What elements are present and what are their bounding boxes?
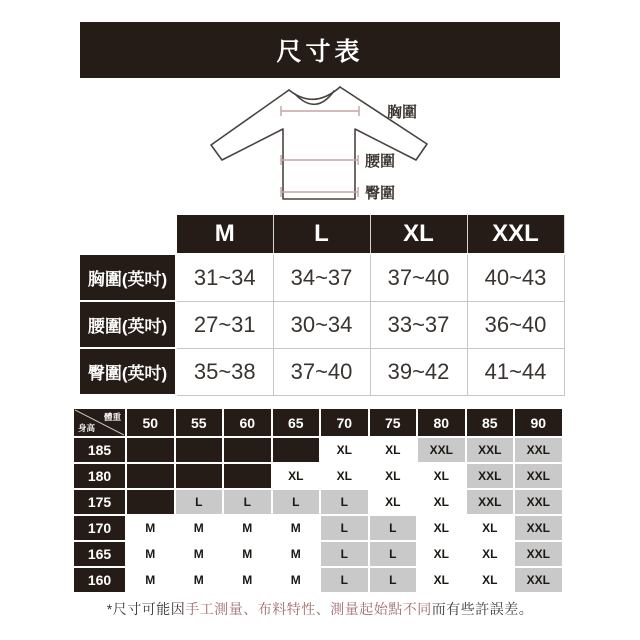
size-cell-empty (126, 489, 175, 515)
height-row-label: 170 (73, 515, 126, 541)
size-cell: XL (320, 437, 369, 463)
size-table (78, 213, 565, 396)
weight-column-header: 50 (126, 408, 175, 437)
size-cell: XXL (466, 437, 515, 463)
height-row-label: 180 (73, 463, 126, 489)
measure-value: 27~31 (176, 301, 273, 348)
matrix-table-body (73, 408, 563, 593)
page-title: 尺寸表 (276, 38, 364, 66)
chest-label: 胸圍 (387, 104, 418, 121)
size-cell: M (175, 541, 224, 567)
size-cell: L (320, 489, 369, 515)
size-cell-empty (223, 463, 272, 489)
footnote-prefix: *尺寸可能因 (106, 601, 186, 617)
size-cell-empty (223, 437, 272, 463)
matrix-row (73, 567, 563, 593)
measure-label: 腰圍(英吋) (79, 301, 176, 348)
size-cell-empty (175, 463, 224, 489)
weight-column-header: 85 (466, 408, 515, 437)
height-row-label: 165 (73, 541, 126, 567)
size-cell: L (223, 489, 272, 515)
size-cell-empty (126, 463, 175, 489)
weight-column-header: 80 (417, 408, 466, 437)
hip-label: 臀圍 (365, 185, 396, 202)
weight-column-header: 70 (320, 408, 369, 437)
matrix-header-row (73, 408, 563, 437)
size-table-row (79, 301, 564, 348)
measure-label: 胸圍(英吋) (79, 254, 176, 301)
size-cell: L (369, 567, 418, 593)
size-cell-empty (272, 437, 321, 463)
weight-column-header: 55 (175, 408, 224, 437)
size-column-header: XXL (467, 214, 564, 254)
size-cell: XXL (514, 567, 563, 593)
weight-column-header: 65 (272, 408, 321, 437)
size-table-header-row (79, 214, 564, 254)
measure-value: 34~37 (273, 254, 370, 301)
footnote-highlight: 手工測量、布料特性、測量起始點不同 (185, 601, 432, 617)
size-cell: M (175, 567, 224, 593)
size-column-header: M (176, 214, 273, 254)
size-cell: XXL (417, 437, 466, 463)
measure-value: 33~37 (370, 301, 467, 348)
size-cell: L (369, 515, 418, 541)
size-cell: M (223, 567, 272, 593)
title-banner (80, 22, 560, 78)
size-cell: L (320, 515, 369, 541)
size-cell: XL (466, 541, 515, 567)
footnote-suffix: 而有些許誤差。 (431, 601, 534, 617)
size-cell: XL (417, 463, 466, 489)
size-cell: XXL (514, 541, 563, 567)
size-cell: XL (466, 567, 515, 593)
size-cell: M (126, 515, 175, 541)
height-row-label: 185 (73, 437, 126, 463)
size-cell: XL (417, 541, 466, 567)
waist-label: 腰圍 (365, 153, 396, 170)
size-cell: XL (320, 463, 369, 489)
size-table-row (79, 254, 564, 301)
size-column-header: XL (370, 214, 467, 254)
weight-column-header: 75 (369, 408, 418, 437)
shirt-diagram (175, 84, 465, 208)
corner-height-label: 身高 (78, 423, 96, 433)
size-cell: L (175, 489, 224, 515)
matrix-row (73, 489, 563, 515)
measure-value: 37~40 (370, 254, 467, 301)
size-cell: M (272, 541, 321, 567)
size-cell: M (223, 541, 272, 567)
size-cell-empty (126, 437, 175, 463)
height-weight-matrix (72, 407, 564, 594)
size-cell: XL (369, 437, 418, 463)
measure-value: 30~34 (273, 301, 370, 348)
size-table-body (79, 214, 564, 395)
size-table-row (79, 348, 564, 395)
size-cell: XL (369, 463, 418, 489)
size-cell: XXL (514, 489, 563, 515)
size-cell-empty (175, 437, 224, 463)
matrix-corner-cell (73, 408, 126, 437)
size-cell: XXL (514, 463, 563, 489)
measure-value: 37~40 (273, 348, 370, 395)
size-cell: XL (417, 489, 466, 515)
measure-label: 臀圍(英吋) (79, 348, 176, 395)
weight-column-header: 60 (223, 408, 272, 437)
size-cell: XL (417, 515, 466, 541)
size-cell: XL (272, 463, 321, 489)
size-column-header: L (273, 214, 370, 254)
measurement-lines (281, 106, 359, 197)
weight-column-header: 90 (514, 408, 563, 437)
measure-value: 41~44 (467, 348, 564, 395)
size-cell: M (223, 515, 272, 541)
size-cell: XL (417, 567, 466, 593)
size-cell: L (369, 541, 418, 567)
size-cell: M (175, 515, 224, 541)
size-cell: L (320, 567, 369, 593)
matrix-row (73, 463, 563, 489)
measure-value: 36~40 (467, 301, 564, 348)
measure-value: 35~38 (176, 348, 273, 395)
measure-value: 40~43 (467, 254, 564, 301)
size-cell: M (126, 541, 175, 567)
size-cell: XXL (514, 515, 563, 541)
size-cell: XXL (514, 437, 563, 463)
size-cell: XXL (466, 463, 515, 489)
height-row-label: 175 (73, 489, 126, 515)
matrix-row (73, 437, 563, 463)
matrix-row (73, 541, 563, 567)
size-table-corner-empty (79, 214, 176, 254)
corner-weight-label: 體重 (103, 412, 121, 422)
size-cell: M (272, 567, 321, 593)
footnote (0, 599, 640, 619)
size-cell: M (126, 567, 175, 593)
height-row-label: 160 (73, 567, 126, 593)
size-cell: XXL (466, 489, 515, 515)
size-cell: M (272, 515, 321, 541)
matrix-row (73, 515, 563, 541)
measure-value: 39~42 (370, 348, 467, 395)
measure-value: 31~34 (176, 254, 273, 301)
size-cell: XL (466, 515, 515, 541)
size-cell: L (272, 489, 321, 515)
size-cell: L (320, 541, 369, 567)
size-cell: XL (369, 489, 418, 515)
